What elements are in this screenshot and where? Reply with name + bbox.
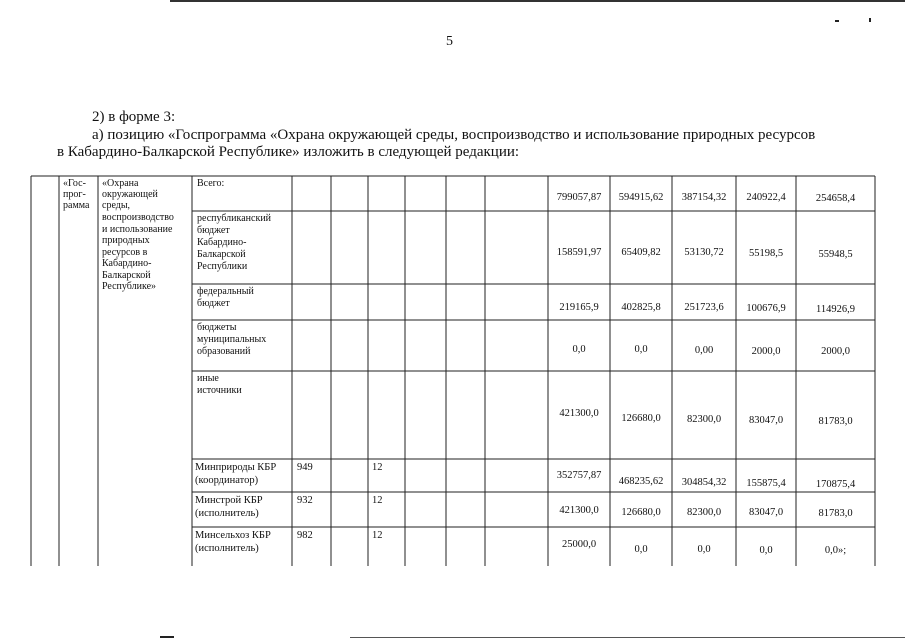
value-cell: 254658,4 (815, 193, 856, 204)
section-code: 12 (372, 462, 383, 473)
row-label: источники (197, 385, 242, 396)
value-cell: 126680,0 (621, 507, 661, 518)
value-cell: 55198,5 (748, 248, 784, 259)
value-cell: 0,0 (634, 344, 648, 355)
value-cell: 25000,0 (561, 539, 597, 550)
value-cell: 304854,32 (681, 477, 727, 488)
grbs-code: 932 (297, 495, 313, 506)
value-cell: 155875,4 (746, 478, 786, 489)
row-label: (исполнитель) (195, 508, 259, 519)
grbs-code: 982 (297, 530, 313, 541)
value-cell: 402825,8 (621, 302, 661, 313)
program-name-line: воспроизводство (102, 212, 174, 223)
program-name-line: и использование (102, 224, 173, 235)
program-name-line: среды, (102, 200, 131, 211)
scan-edge-bottom (350, 637, 905, 638)
row-label: Минсельхоз КБР (195, 530, 271, 541)
value-cell: 0,0 (634, 544, 648, 555)
value-cell: 0,0»; (824, 545, 847, 556)
value-cell: 219165,9 (559, 302, 599, 313)
program-name-line: окружающей (102, 189, 158, 200)
value-cell: 468235,62 (618, 476, 664, 487)
value-cell: 170875,4 (815, 479, 856, 490)
row-label: бюджет (197, 298, 230, 309)
value-cell: 387154,32 (681, 192, 727, 203)
value-cell: 81783,0 (818, 416, 853, 427)
page-number: 5 (446, 34, 453, 49)
value-cell: 82300,0 (686, 414, 722, 425)
status-line: рамма (63, 200, 90, 211)
section-code: 12 (372, 530, 383, 541)
row-label: Минприроды КБР (195, 462, 277, 473)
row-label: Всего: (197, 178, 225, 189)
program-name-line: Балкарской (102, 270, 151, 281)
value-cell: 0,00 (694, 345, 714, 356)
value-cell: 251723,6 (684, 302, 724, 313)
row-label: (координатор) (195, 475, 259, 486)
value-cell: 799057,87 (556, 192, 602, 203)
value-cell: 53130,72 (684, 247, 724, 258)
value-cell: 82300,0 (686, 507, 722, 518)
row-label: (исполнитель) (195, 543, 259, 554)
scan-edge-bottom (160, 636, 174, 638)
value-cell: 352757,87 (556, 470, 602, 481)
row-label: федеральный (197, 286, 254, 297)
row-label: Республики (197, 261, 248, 272)
value-cell: 83047,0 (748, 507, 784, 518)
intro-line-3: в Кабардино-Балкарской Республике» изложить в следующей редакции: (57, 144, 520, 160)
value-cell: 421300,0 (559, 408, 599, 419)
grbs-code: 949 (297, 462, 313, 473)
value-cell: 65409,82 (621, 247, 661, 258)
value-cell: 126680,0 (621, 413, 661, 424)
value-cell: 114926,9 (816, 304, 855, 315)
value-cell: 83047,0 (748, 415, 784, 426)
value-cell: 2000,0 (751, 346, 781, 357)
row-label: республиканский (197, 213, 272, 224)
value-cell: 2000,0 (821, 346, 850, 357)
program-name-line: Кабардино- (102, 258, 152, 269)
program-name-line: Республике» (102, 281, 157, 292)
value-cell: 0,0 (759, 545, 773, 556)
status-line: «Гос- (63, 178, 86, 189)
value-cell: 100676,9 (746, 303, 786, 314)
value-cell: 421300,0 (559, 505, 599, 516)
row-label: образований (197, 346, 251, 357)
value-cell: 240922,4 (746, 192, 786, 203)
row-label: иные (197, 373, 219, 384)
value-cell: 0,0 (572, 344, 586, 355)
value-cell: 81783,0 (818, 508, 853, 519)
section-code: 12 (372, 495, 383, 506)
row-label: Балкарской (197, 249, 246, 260)
row-label: Минстрой КБР (195, 495, 263, 506)
row-label: муниципальных (197, 334, 267, 345)
program-name-line: ресурсов в (102, 247, 148, 258)
program-name-line: «Охрана (102, 178, 139, 189)
value-cell: 594915,62 (618, 192, 664, 203)
row-label: бюджеты (197, 322, 237, 333)
row-label: Кабардино- (197, 237, 247, 248)
value-cell: 158591,97 (556, 247, 602, 258)
status-line: прог- (63, 189, 86, 200)
intro-line-1: 2) в форме 3: (92, 109, 176, 125)
intro-line-2: а) позицию «Госпрограмма «Охрана окружающей среды, воспроизводство и использование природных ресурсов (92, 127, 816, 143)
value-cell: 0,0 (697, 544, 711, 555)
value-cell: 55948,5 (818, 249, 853, 260)
program-name-line: природных (102, 235, 150, 246)
row-label: бюджет (197, 225, 230, 236)
